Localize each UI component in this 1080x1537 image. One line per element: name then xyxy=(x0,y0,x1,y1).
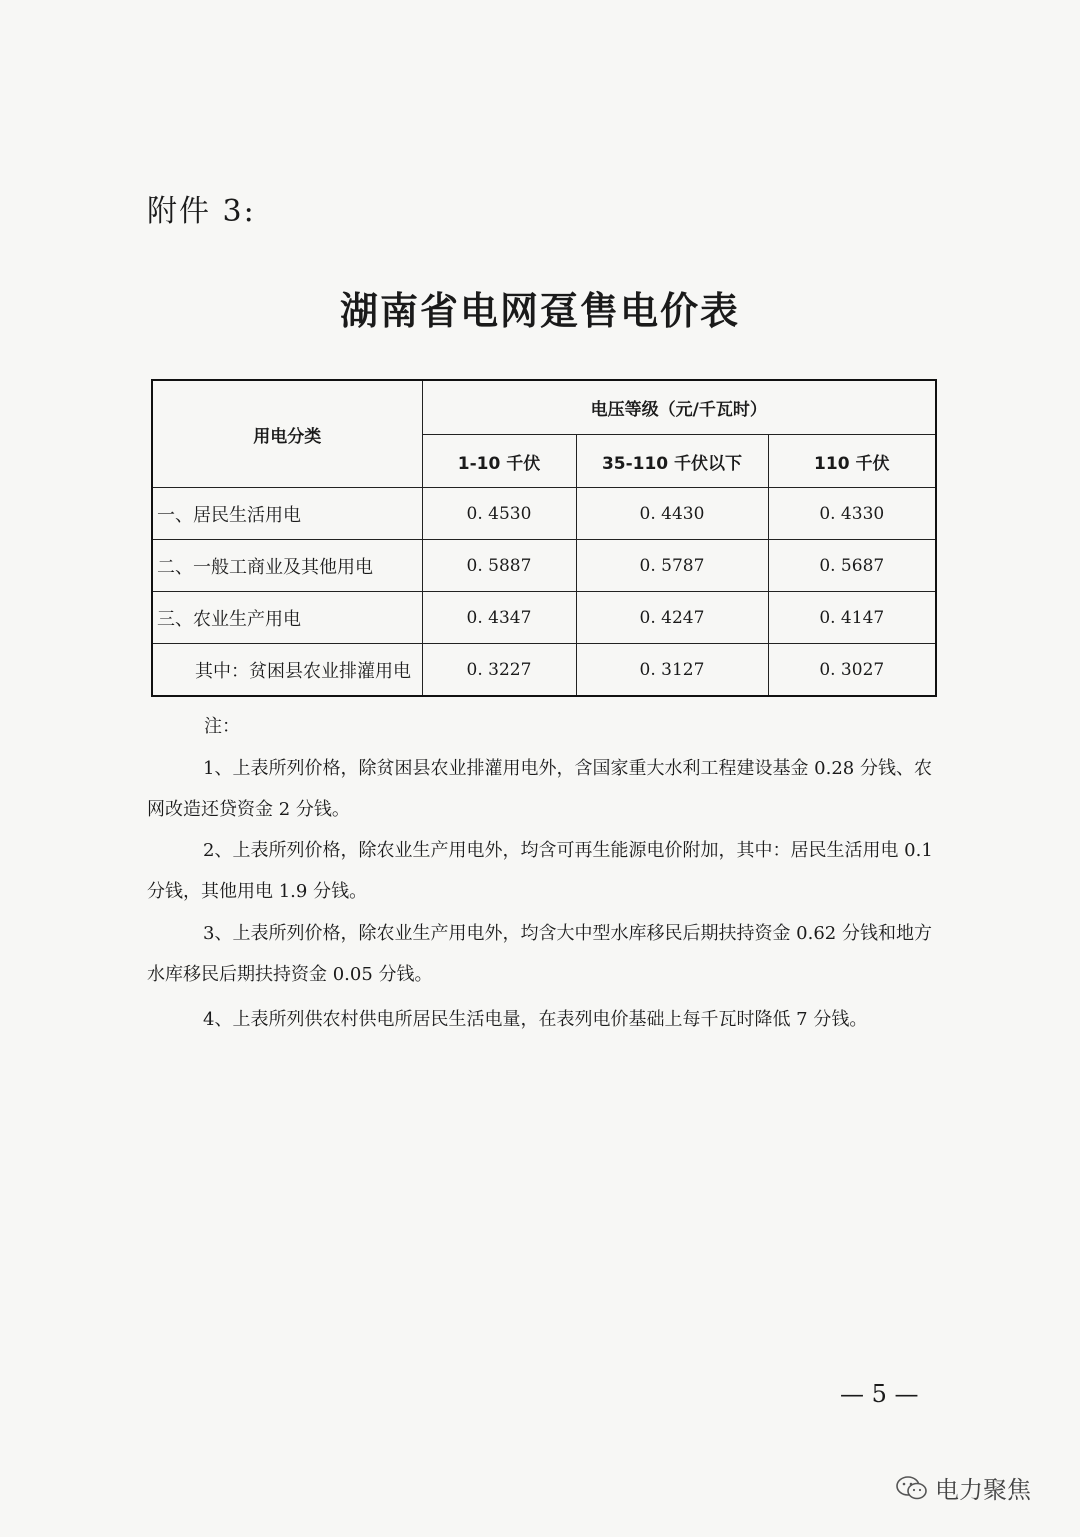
page-title: 湖南省电网趸售电价表 xyxy=(339,288,740,333)
price-table xyxy=(151,379,937,697)
price-cell: 0. 4530 xyxy=(422,488,576,540)
table-header-row xyxy=(152,380,936,435)
voltage-level: 110 千伏 xyxy=(768,435,936,488)
watermark-text: 电力聚焦 xyxy=(935,1476,1031,1504)
row-category: 三、农业生产用电 xyxy=(152,592,422,644)
price-cell: 0. 4347 xyxy=(422,592,576,644)
row-category: 其中：贫困县农业排灌用电 xyxy=(152,644,422,697)
category-header: 用电分类 xyxy=(152,380,422,488)
price-cell: 0. 4147 xyxy=(768,592,936,644)
note-item: 4、上表所列供农村供电所居民生活电量，在表列电价基础上每千瓦时降低 7 分钱。 xyxy=(203,1009,868,1030)
note-item: 1、上表所列价格，除贫困县农业排灌用电外，含国家重大水利工程建设基金 0.28 分钱、农网改造还贷资金 2 分钱。 xyxy=(147,758,932,820)
voltage-header: 电压等级（元/千瓦时） xyxy=(422,380,936,435)
row-category: 一、居民生活用电 xyxy=(152,488,422,540)
note-item: 2、上表所列价格，除农业生产用电外，均含可再生能源电价附加，其中：居民生活用电 0.1 分钱，其他用电 1.9 分钱。 xyxy=(147,840,933,902)
page-number: — 5 — xyxy=(840,1380,919,1408)
voltage-level: 35-110 千伏以下 xyxy=(576,435,768,488)
price-cell: 0. 4430 xyxy=(576,488,768,540)
table-row xyxy=(152,488,936,540)
price-cell: 0. 3127 xyxy=(576,644,768,697)
table-row xyxy=(152,644,936,697)
table-row xyxy=(152,540,936,592)
row-category: 二、一般工商业及其他用电 xyxy=(152,540,422,592)
price-cell: 0. 4330 xyxy=(768,488,936,540)
watermark xyxy=(895,1470,1031,1505)
table-row xyxy=(152,592,936,644)
note-item: 3、上表所列价格，除农业生产用电外，均含大中型水库移民后期扶持资金 0.62 分钱和地方水库移民后期扶持资金 0.05 分钱。 xyxy=(147,923,932,985)
price-cell: 0. 5787 xyxy=(576,540,768,592)
price-cell: 0. 5687 xyxy=(768,540,936,592)
wechat-icon xyxy=(895,1475,929,1501)
price-cell: 0. 3027 xyxy=(768,644,936,697)
price-cell: 0. 3227 xyxy=(422,644,576,697)
attachment-label: 附件 3: xyxy=(147,194,256,229)
price-cell: 0. 5887 xyxy=(422,540,576,592)
notes-label: 注： xyxy=(204,716,240,737)
voltage-level: 1-10 千伏 xyxy=(422,435,576,488)
price-cell: 0. 4247 xyxy=(576,592,768,644)
